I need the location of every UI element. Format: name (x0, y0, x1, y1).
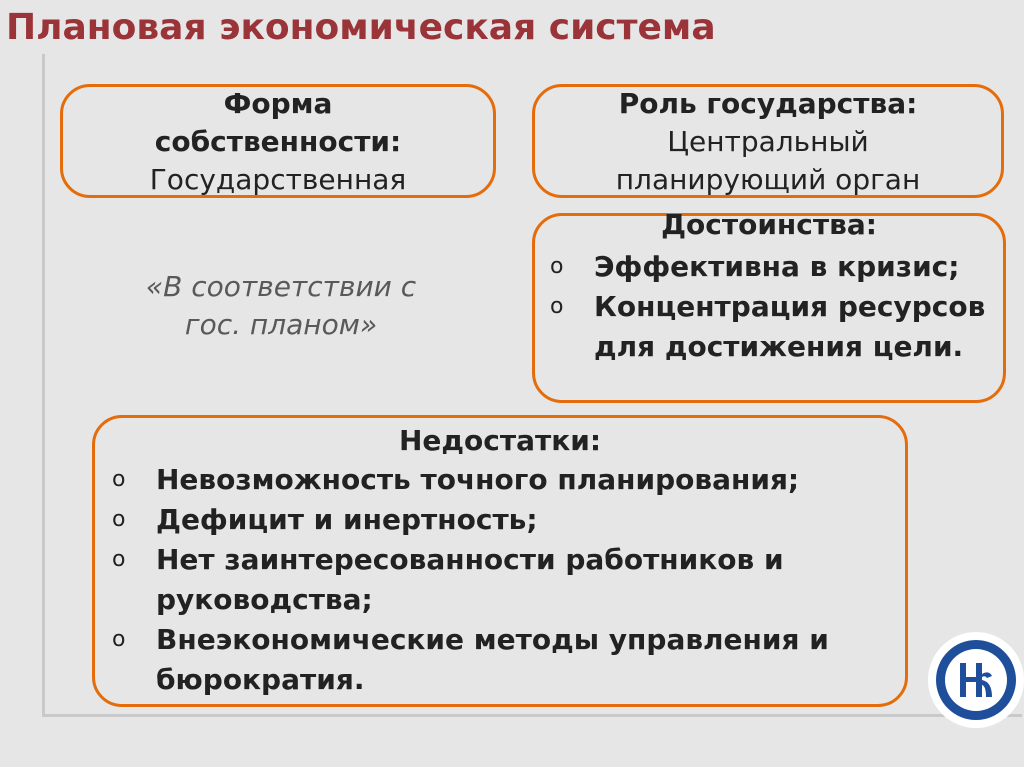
merits-item (550, 287, 990, 367)
bullet-circle-icon: o (112, 467, 126, 492)
ownership-label-line1: Форма (223, 87, 333, 120)
role-heading: Роль государства: (618, 87, 918, 120)
merits-list (550, 247, 990, 367)
bullet-circle-icon: o (112, 627, 126, 652)
merits-item-text: Концентрация ресурсов для достижения цели. (594, 290, 986, 363)
flaws-item (112, 500, 902, 540)
plan-quote (96, 268, 466, 344)
flaws-item-text: Дефицит и инертность; (156, 503, 538, 536)
flaws-item-text: Внеэкономические методы управления и бюрократия. (156, 623, 829, 696)
merits-item-text: Эффективна в кризис; (594, 250, 960, 283)
flaws-item (112, 620, 902, 700)
flaws-list (112, 460, 902, 700)
flaws-heading: Недостатки: (398, 424, 602, 457)
bullet-circle-icon: o (112, 547, 126, 572)
ownership-label-line2: собственности: (154, 125, 402, 158)
merits-item (550, 247, 990, 287)
slide-title: Плановая экономическая система (6, 7, 716, 48)
ownership-value: Государственная (149, 163, 407, 196)
quote-line1: «В соответствии с (145, 270, 417, 303)
merits-heading: Достоинства: (661, 208, 877, 241)
role-line1: Центральный (667, 125, 869, 158)
hse-logo-icon (926, 630, 1024, 730)
role-line2: планирующий орган (615, 163, 921, 196)
flaws-item-text: Нет заинтересованности работников и руководства; (156, 543, 784, 616)
bullet-circle-icon: o (112, 507, 126, 532)
ownership-text (60, 85, 496, 199)
bullet-circle-icon: o (550, 294, 564, 319)
quote-line2: гос. планом» (184, 308, 378, 341)
bullet-circle-icon: o (550, 254, 564, 279)
role-text (532, 85, 1004, 199)
flaws-item (112, 540, 902, 620)
flaws-item-text: Невозможность точного планирования; (156, 463, 800, 496)
flaws-item (112, 460, 902, 500)
